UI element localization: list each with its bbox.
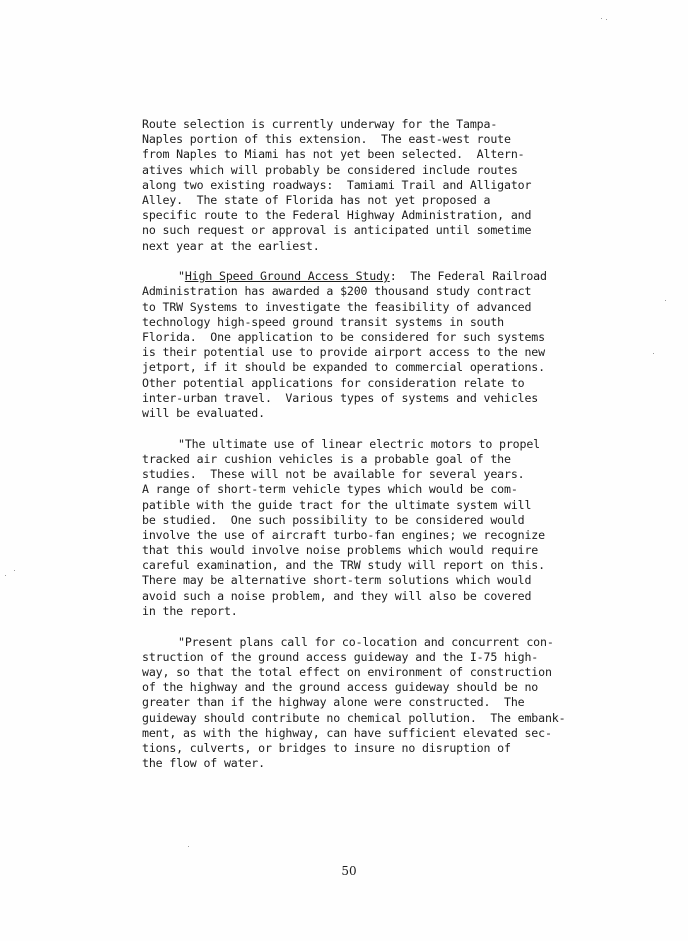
scan-speck (601, 18, 602, 19)
text-line: greater than if the highway alone were constructed. The (142, 695, 525, 710)
text-line: inter-urban travel. Various types of systems and vehicles (142, 390, 539, 405)
text-line: way, so that the total effect on environment of construction (142, 664, 552, 679)
text-line: be studied. One such possibility to be considered would (142, 512, 525, 527)
text-line: Florida. One application to be considered for such systems (142, 330, 545, 345)
text-line: patible with the guide tract for the ultimate system will (142, 497, 532, 512)
text-line: that this would involve noise problems which would require (142, 543, 539, 558)
section-heading: High Speed Ground Access Study (184, 269, 390, 284)
text-line: Alley. The state of Florida has not yet proposed a (142, 192, 491, 207)
text-line: atives which will probably be considered include routes (142, 162, 518, 177)
text-line-heading (142, 269, 582, 284)
text-line: tions, culverts, or bridges to insure no disruption of (142, 740, 511, 755)
text-line: from Naples to Miami has not yet been selected. Altern- (142, 147, 525, 162)
text-line: studies. These will not be available for several years. (142, 467, 525, 482)
text-line: struction of the ground access guideway and the I-75 high- (142, 649, 539, 664)
paragraph-ground-access-study (142, 269, 582, 421)
paragraph-route-selection (142, 117, 582, 254)
text-line: There may be alternative short-term solutions which would (142, 573, 532, 588)
open-quote: " (178, 269, 185, 284)
scan-speck (14, 570, 15, 571)
text-line: involve the use of aircraft turbo-fan engines; we recognize (142, 527, 545, 542)
text-line: next year at the earliest. (142, 238, 320, 253)
text-line: Other potential applications for consideration relate to (142, 375, 525, 390)
text-line: guideway should contribute no chemical pollution. The embank- (142, 710, 566, 725)
text-line: will be evaluated. (142, 405, 265, 420)
paragraph-co-location (142, 635, 582, 772)
text-line: specific route to the Federal Highway Administration, and (142, 208, 532, 223)
heading-continuation: : The Federal Railroad (389, 269, 547, 284)
text-line: Administration has awarded a $200 thousand study contract (142, 284, 532, 299)
text-line: careful examination, and the TRW study will report on this. (142, 558, 545, 573)
text-line: "The ultimate use of linear electric motors to propel (178, 436, 540, 451)
text-line: A range of short-term vehicle types which would be com- (142, 482, 518, 497)
text-line: jetport, if it should be expanded to commercial operations. (142, 360, 545, 375)
text-line: "Present plans call for co-location and concurrent con- (178, 634, 554, 649)
scan-speck (653, 353, 654, 354)
scan-speck (606, 19, 607, 20)
scan-speck (188, 846, 189, 847)
text-line: ment, as with the highway, can have sufficient elevated sec- (142, 725, 552, 740)
text-line: in the report. (142, 603, 238, 618)
text-line: along two existing roadways: Tamiami Trail and Alligator (142, 177, 532, 192)
body-text (142, 117, 582, 787)
text-line: is their potential use to provide airport access to the new (142, 345, 545, 360)
paragraph-linear-motors (142, 437, 582, 619)
text-line: avoid such a noise problem, and they will also be covered (142, 588, 532, 603)
text-line: no such request or approval is anticipated until sometime (142, 223, 532, 238)
text-line: of the highway and the ground access guideway should be no (142, 680, 539, 695)
scan-speck (5, 575, 6, 576)
page-number: 50 (341, 864, 357, 878)
text-line: tracked air cushion vehicles is a probable goal of the (142, 451, 511, 466)
text-line: Naples portion of this extension. The east-west route (142, 132, 511, 147)
scan-speck (665, 300, 666, 301)
text-line: technology high-speed ground transit systems in south (142, 314, 504, 329)
text-line: to TRW Systems to investigate the feasibility of advanced (142, 299, 532, 314)
text-line: the flow of water. (142, 756, 265, 771)
text-line: Route selection is currently underway for the Tampa- (142, 117, 498, 131)
